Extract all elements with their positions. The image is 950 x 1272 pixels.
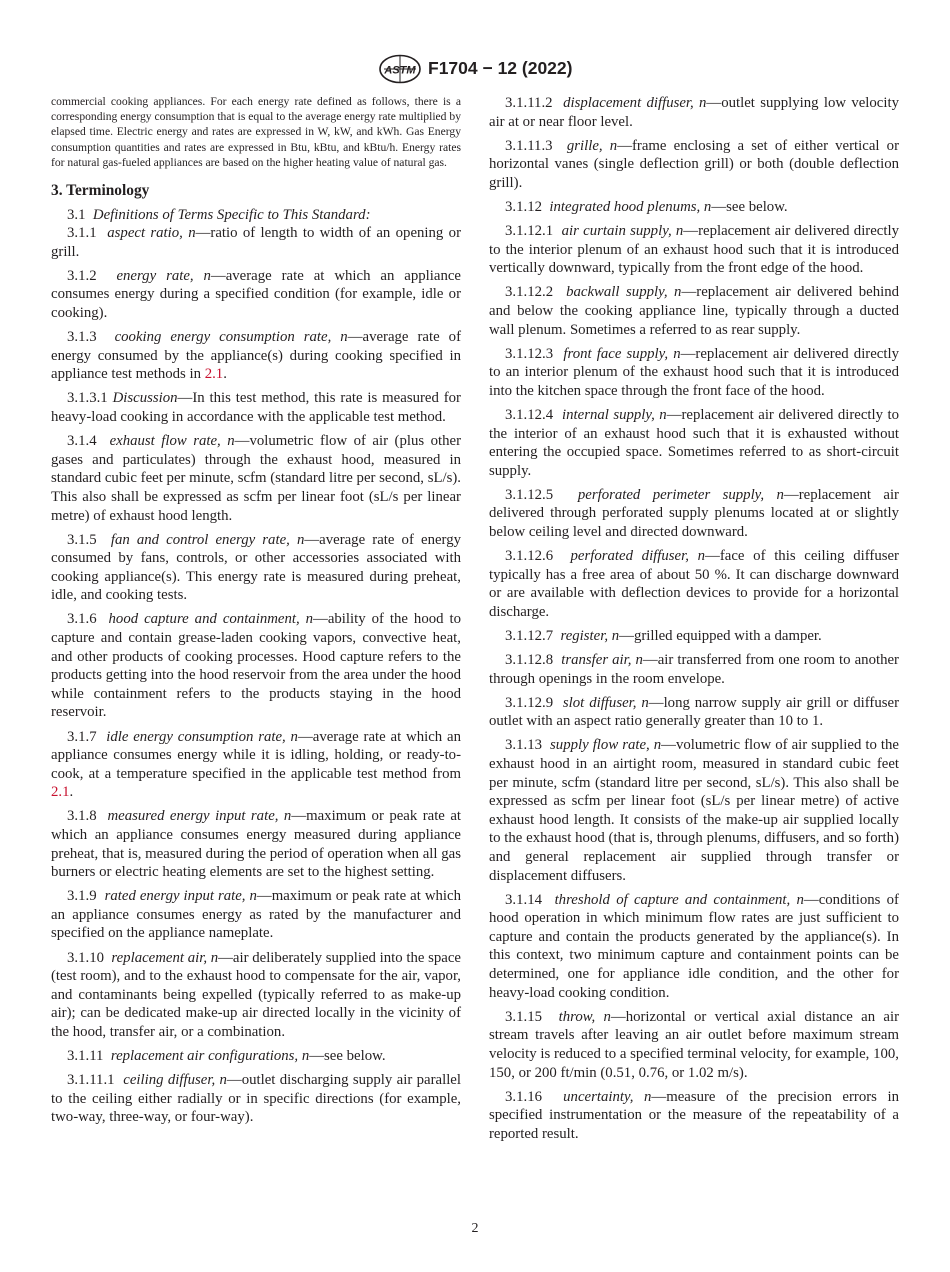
intro-paragraph: commercial cooking appliances. For each energy rate defined as follows, there is a corresponding energy consumption that is equal to the average energy rate multiplied by elapsed time. Electric energy and rates are expressed in W, kW, and kWh. Gas Energy consumption quantities and rates are expressed in Btu, kBtu, and kBtu/h. Energy rates for natural gas-fueled appliances are based on the higher heating value of natural gas. bbox=[51, 95, 461, 169]
clause-3-1-16: 3.1.16 uncertainty, n—measure of the precision errors in specified instrumentation or the measure of the repeatability of a reported result. bbox=[489, 1088, 899, 1142]
clause-3-1-12-6: 3.1.12.6 perforated diffuser, n—face of this ceiling diffuser typically has a free area of about 50 %. It can discharge downward or are available with deflection devices to provide for a horizontal discharge. bbox=[489, 548, 899, 620]
clause-3-1-3: 3.1.3 cooking energy consumption rate, n—average rate of energy consumed by the appliance(s) during cooking specified in appliance test methods in 2.1. bbox=[51, 329, 461, 383]
clause-3-1-11-1: 3.1.11.1 ceiling diffuser, n—outlet discharging supply air parallel to the ceiling either radially or in specific directions (for example, two-way, three-way, or four-way). bbox=[51, 1072, 461, 1126]
clause-3-1-2: 3.1.2 energy rate, n—average rate at which an appliance consumes energy during a specified condition (for example, idle or cooking). bbox=[51, 267, 461, 322]
clause-3-1-6: 3.1.6 hood capture and containment, n—ability of the hood to capture and contain grease-laden cooking vapors, convective heat, and other products of cooking processes. Hood capture refers to the products getting into the hood reservoir from the area under the hood while containment refers to the products staying in the hood reservoir. bbox=[51, 611, 461, 721]
clause-3-1-5: 3.1.5 fan and control energy rate, n—average rate of energy consumed by fans, controls, or other accessories associated with cooking appliance(s). This energy rate is measured during preheat, idle, and cooking tests. bbox=[51, 531, 461, 604]
clause-3-1-12-9: 3.1.12.9 slot diffuser, n—long narrow supply air grill or diffuser outlet with an aspect ratio generally greater than 10 to 1. bbox=[489, 694, 899, 730]
clause-3-1-14: 3.1.14 threshold of capture and containment, n—conditions of hood operation in which minimum flow rates are just sufficient to capture and contain the products generated by the appliance(s). In this context, two minimum capture and containment points can be determined, one for appliance idle condition, and the other for heavy-load cooking condition. bbox=[489, 891, 899, 1001]
clause-3-1-7: 3.1.7 idle energy consumption rate, n—average rate at which an appliance consumes energy while it is idling, holding, or ready-to-cook, at a temperature specified in the applicable test method from 2.1. bbox=[51, 728, 461, 801]
clause-3-1-12: 3.1.12 integrated hood plenums, n—see below. bbox=[505, 198, 788, 215]
page-header bbox=[0, 54, 950, 88]
clause-3-1-15: 3.1.15 throw, n—horizontal or vertical axial distance an air stream travels after leaving an air outlet before maximum stream velocity is reduced to a specified terminal velocity, for example, 100, 150, or 200 ft/min (0.51, 0.76, or 1.02 m/s). bbox=[489, 1008, 899, 1081]
clause-3-1-11: 3.1.11 replacement air configurations, n—see below. bbox=[67, 1048, 386, 1065]
section-heading-terminology: 3. Terminology bbox=[51, 182, 150, 200]
clause-3-1-10: 3.1.10 replacement air, n—air deliberately supplied into the space (test room), and to the exhaust hood to compensate for the air, vapor, and contaminants being expelled (typically referred to as make-up air); can be dedicated make-up air directed locally in the vicinity of the hood, transfer air, or a combination. bbox=[51, 949, 461, 1040]
astm-logo-icon bbox=[378, 54, 422, 84]
reference-link-2-1[interactable]: 2.1 bbox=[204, 366, 224, 383]
clause-3-1-13: 3.1.13 supply flow rate, n—volumetric flow of air supplied to the exhaust hood in an airtight room, measured in standard cubic feet per minute, scfm (standard litre per second, sL/s). This also shall be expressed as scfm per linear foot (sL/s per linear metre) of active exhaust hood length. It consists of the make-up air supplied locally to the exhaust hood (that is, through plenums, diffusers, and so forth) and general replacement air supplied through transfer or displacement diffusers. bbox=[489, 737, 899, 884]
reference-link-2-1[interactable]: 2.1 bbox=[51, 784, 70, 801]
clause-3-1-12-1: 3.1.12.1 air curtain supply, n—replacement air delivered directly to the interior plenum of an exhaust hood such that it is introduced vertically downward, typically from the front edge of the hood. bbox=[489, 223, 899, 277]
clause-3-1-4: 3.1.4 exhaust flow rate, n—volumetric flow of air (plus other gases and particulates) through the exhaust hood, measured in standard cubic feet per minute, scfm (standard litre per second, sL/s). This also shall be expressed as scfm per linear foot (sL/s per linear metre) of exhaust hood length. bbox=[51, 433, 461, 524]
clause-3-1-12-5: 3.1.12.5 perforated perimeter supply, n—replacement air delivered through perforated supply plenums located at or slightly below ceiling level and directed downward. bbox=[489, 486, 899, 540]
clause-3-1-12-8: 3.1.12.8 transfer air, n—air transferred from one room to another through openings in the room envelope. bbox=[489, 652, 899, 687]
standard-designation: F1704 − 12 (2022) bbox=[428, 58, 573, 78]
clause-3-1: 3.1 Definitions of Terms Specific to This Standard: bbox=[67, 206, 371, 223]
clause-3-1-12-2: 3.1.12.2 backwall supply, n—replacement air delivered behind and below the cooking appliance line, typically through a ducted wall plenum. Sometimes a referred to as rear supply. bbox=[489, 284, 900, 338]
clause-3-1-11-2: 3.1.11.2 displacement diffuser, n—outlet supplying low velocity air at or near floor level. bbox=[489, 95, 899, 130]
clause-3-1-12-7: 3.1.12.7 register, n—grilled equipped with a damper. bbox=[505, 627, 822, 644]
svg-text:ASTM: ASTM bbox=[384, 64, 416, 77]
clause-3-1-12-3: 3.1.12.3 front face supply, n—replacement air delivered directly to an interior plenum of the exhaust hood such that it is introduced into the kitchen space through the front face of the hood. bbox=[489, 345, 899, 399]
page-number: 2 bbox=[471, 1221, 479, 1236]
left-column bbox=[51, 94, 461, 1132]
clause-3-1-12-4: 3.1.12.4 internal supply, n—replacement air delivered directly to the interior of an exhaust hood such that it is exhausted without entering the occupied space. Sometimes referred to as short-circuit supply. bbox=[489, 406, 899, 479]
clause-3-1-11-3: 3.1.11.3 grille, n—frame enclosing a set of either vertical or horizontal vanes (single deflection grill) or both (double deflection grill). bbox=[489, 137, 899, 191]
right-column bbox=[489, 94, 899, 1149]
clause-3-1-1: 3.1.1 aspect ratio, n—ratio of length to width of an opening or grill. bbox=[51, 225, 461, 260]
clause-3-1-3-1: 3.1.3.1 Discussion—In this test method, this rate is measured for heavy-load cooking in accordance with the applicable test method. bbox=[51, 390, 461, 426]
clause-3-1-9: 3.1.9 rated energy input rate, n—maximum or peak rate at which an appliance consumes energy as rated by the manufacturer and specified on the appliance nameplate. bbox=[51, 888, 462, 942]
clause-3-1-8: 3.1.8 measured energy input rate, n—maximum or peak rate at which an appliance consumes energy measured during appliance preheat, that is, measured during the period of operation when all gas burners or electric heating elements are set to the highest setting. bbox=[51, 808, 461, 881]
